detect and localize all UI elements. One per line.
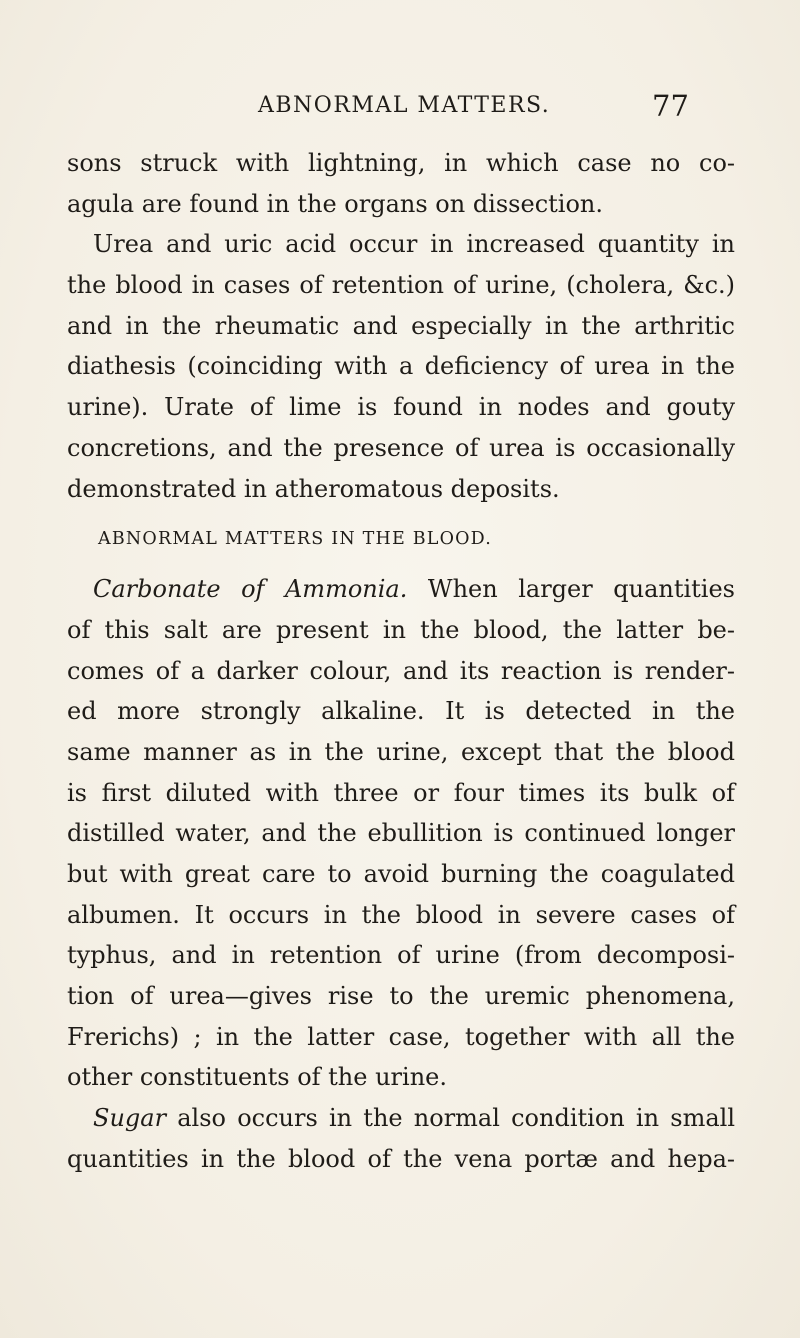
section-heading: ABNORMAL MATTERS IN THE BLOOD. xyxy=(98,529,493,550)
text-line: distilled water, and the ebullition is continued longer xyxy=(67,819,735,848)
text-line: sons struck with lightning, in which case no co- xyxy=(67,149,735,177)
text-line: the blood in cases of retention of urine, (cholera, &c.) xyxy=(67,271,735,300)
text-line: concretions, and the presence of urea is occasionally xyxy=(67,433,735,462)
text-line: other constituents of the urine. xyxy=(67,1063,447,1092)
text-line: of this salt are present in the blood, the latter be- xyxy=(67,615,735,644)
text-line: tion of urea—gives rise to the uremic phenomena, xyxy=(67,982,735,1011)
text-span: When larger quantities xyxy=(407,575,736,604)
text-line: quantities in the blood of the vena portæ and hepa- xyxy=(67,1144,735,1173)
italic-term: Carbonate of Ammonia. xyxy=(93,575,408,604)
text-line xyxy=(67,1098,735,1139)
text-line: typhus, and in retention of urine (from decomposi- xyxy=(67,941,735,970)
text-line xyxy=(67,569,735,610)
text-span: also occurs in the normal condition in small xyxy=(166,1104,735,1133)
text-line: agula are found in the organs on dissection. xyxy=(67,189,603,218)
page-number: 77 xyxy=(652,89,689,123)
running-head xyxy=(0,89,800,127)
text-line: is first diluted with three or four times its bulk of xyxy=(67,778,735,807)
text-line: demonstrated in atheromatous deposits. xyxy=(67,474,560,503)
text-line: same manner as in the urine, except that the blood xyxy=(67,737,735,766)
text-line: and in the rheumatic and especially in the arthritic xyxy=(67,311,735,340)
text-line: comes of a darker colour, and its reaction is render- xyxy=(67,656,735,685)
running-title: ABNORMAL MATTERS. xyxy=(258,93,551,118)
text-block xyxy=(67,143,735,1180)
text-line: diathesis (coinciding with a deficiency of urea in the xyxy=(67,352,735,381)
text-line: albumen. It occurs in the blood in severe cases of xyxy=(67,900,735,929)
text-line: urine). Urate of lime is found in nodes and gouty xyxy=(67,393,735,422)
text-line: Urea and uric acid occur in increased quantity in xyxy=(93,230,735,259)
text-line: but with great care to avoid burning the coagulated xyxy=(67,860,735,888)
italic-term: Sugar xyxy=(93,1104,167,1133)
text-line: Frerichs) ; in the latter case, together with all the xyxy=(67,1022,735,1051)
text-line: ed more strongly alkaline. It is detected in the xyxy=(67,697,735,726)
